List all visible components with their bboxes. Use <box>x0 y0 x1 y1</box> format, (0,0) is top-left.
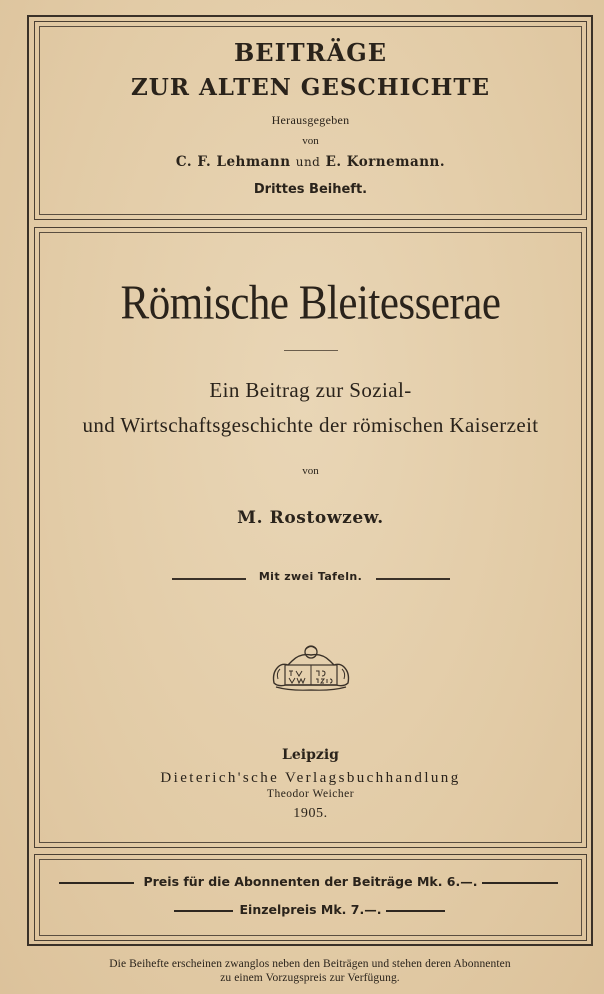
editor-1: C. F. Lehmann <box>175 154 291 170</box>
edited-by-label: Herausgegeben <box>271 113 350 127</box>
publisher: Dieterich'sche Verlagsbuchhandlung <box>160 770 461 786</box>
author: M. Rostowzew. <box>237 508 384 528</box>
plates-label: Mit zwei Tafeln. <box>258 570 363 583</box>
editor-2: E. Kornemann. <box>325 154 446 170</box>
book-title: Römische Bleitesserae <box>120 277 501 330</box>
subscriber-price-text: Preis für die Abonnenten der Beiträge Mk. 6.—. <box>143 874 478 889</box>
single-price <box>34 901 587 921</box>
editors <box>34 154 587 170</box>
und-label: und <box>295 155 321 169</box>
footer-note-line2: zu einem Vorzugspreis zur Verfügung. <box>220 972 400 984</box>
footer-note-line1: Die Beihefte erscheinen zwanglos neben den Beiträgen und stehen deren Abonnenten <box>109 958 511 970</box>
price-panel <box>34 854 587 941</box>
title-divider <box>284 350 338 351</box>
subscriber-price <box>34 873 587 893</box>
printers-device-icon <box>270 643 352 695</box>
single-price-rule-right <box>386 910 445 912</box>
price-rule-right <box>482 882 558 884</box>
publication-year: 1905. <box>293 806 328 821</box>
series-title-line1: BEITRÄGE <box>233 38 388 67</box>
printer: Theodor Weicher <box>266 788 355 800</box>
plates-rule-right <box>376 578 450 580</box>
single-price-text: Einzelpreis Mk. 7.—. <box>239 902 382 917</box>
series-title-line2: ZUR ALTEN GESCHICHTE <box>130 74 491 101</box>
subtitle-line2: und Wirtschaftsgeschichte der römischen Kaiserzeit <box>82 413 539 437</box>
plates-note <box>34 569 587 589</box>
von-label: von <box>302 135 319 147</box>
by-label: von <box>302 465 319 477</box>
supplement-number: Drittes Beiheft. <box>253 182 368 197</box>
publication-place: Leipzig <box>282 747 339 763</box>
subtitle-line1: Ein Beitrag zur Sozial- <box>209 378 412 402</box>
